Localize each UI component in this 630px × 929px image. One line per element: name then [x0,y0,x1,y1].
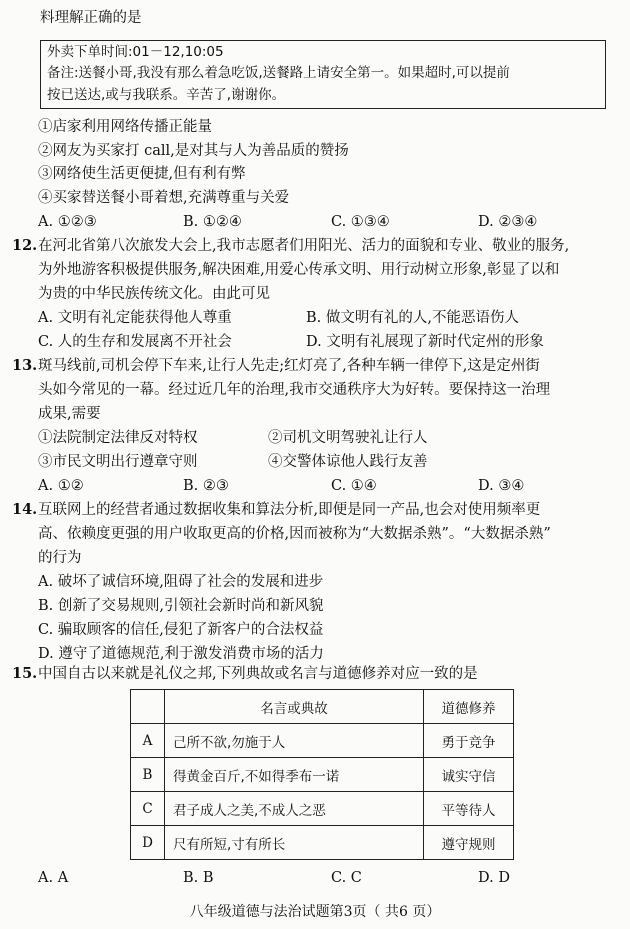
q15-option-d[interactable]: D. D [478,870,510,886]
q13-option-c[interactable]: C. ①④ [331,478,377,494]
q15-row-quote: 得黄金百斤,不如得季布一诺 [165,758,424,792]
q13-option-b[interactable]: B. ②③ [183,478,229,494]
q15-row-label: A [131,724,165,758]
table-row [131,724,514,758]
q14-stem-2: 高、依赖度更强的用户收取更高的价格,因而被称为“大数据杀熟”。“大数据杀熟” [38,526,551,542]
page-footer: 八年级道德与法治试题第3页（ 共6 页） [189,904,441,920]
q15-header-virtue: 道德修养 [424,690,514,724]
q13-item-3: ③市民文明出行遵章守则 [38,454,198,470]
q15-number: 15. [12,665,38,682]
q13-option-d[interactable]: D. ③④ [478,478,525,494]
q15-table-header-row [131,690,514,724]
q15-row-virtue: 诚实守信 [424,758,514,792]
q13-stem-3: 成果,需要 [38,406,101,422]
q11-option-c[interactable]: C. ①③④ [331,214,390,230]
note-line-1: 外卖下单时间:01－12,10:05 [47,44,224,60]
q14-stem-3: 的行为 [38,550,82,566]
q15-row-label: D [131,826,165,860]
q14-stem-1: 互联网上的经营者通过数据收集和算法分析,即便是同一产品,也会对使用频率更 [38,502,541,518]
q11-item-4: ④买家替送餐小哥着想,充满尊重与关爱 [38,190,290,206]
q12-option-b[interactable]: B. 做文明有礼的人,不能恶语伤人 [306,310,519,326]
q13-item-4: ④交警体谅他人践行友善 [268,454,428,470]
q15-header-blank [131,690,165,724]
table-row [131,792,514,826]
q15-row-virtue: 遵守规则 [424,826,514,860]
q12-number: 12. [12,237,38,254]
q12-option-c[interactable]: C. 人的生存和发展离不开社会 [38,334,232,350]
q15-option-c[interactable]: C. C [331,870,362,886]
q13-option-a[interactable]: A. ①② [38,478,84,494]
q15-row-virtue: 平等待人 [424,792,514,826]
order-note-box [40,40,606,109]
q12-option-d[interactable]: D. 文明有礼展现了新时代定州的形象 [306,334,544,350]
q15-row-quote: 尺有所短,寸有所长 [165,826,424,860]
q15-header-quote: 名言或典故 [165,690,424,724]
q11-option-b[interactable]: B. ①②④ [183,214,242,230]
table-row [131,758,514,792]
q11-item-2: ②网友为买家打 call,是对其与人为善品质的赞扬 [38,143,349,159]
q15-option-a[interactable]: A. A [38,870,69,886]
q13-number: 13. [12,357,38,374]
q15-table [130,689,514,860]
intro-line: 料理解正确的是 [40,10,142,26]
note-line-3: 按已送达,或与我联系。辛苦了,谢谢你。 [47,87,286,103]
q15-option-b[interactable]: B. B [183,870,214,886]
table-row [131,826,514,860]
q15-row-virtue: 勇于竞争 [424,724,514,758]
q13-item-1: ①法院制定法律反对特权 [38,430,198,446]
q15-row-label: C [131,792,165,826]
q15-row-quote: 己所不欲,勿施于人 [165,724,424,758]
q12-stem-1: 在河北省第八次旅发大会上,我市志愿者们用阳光、活力的面貌和专业、敬业的服务, [38,238,570,254]
q11-item-3: ③网络使生活更便捷,但有利有弊 [38,166,246,182]
q14-option-d[interactable]: D. 遵守了道德规范,利于激发消费市场的活力 [38,646,324,662]
q11-option-d[interactable]: D. ②③④ [478,214,538,230]
q14-option-a[interactable]: A. 破坏了诚信环境,阻碍了社会的发展和进步 [38,574,324,590]
q11-option-a[interactable]: A. ①②③ [38,214,97,230]
q15-stem: 中国自古以来就是礼仪之邦,下列典故或名言与道德修养对应一致的是 [38,666,478,682]
q15-row-quote: 君子成人之美,不成人之恶 [165,792,424,826]
q13-stem-1: 斑马线前,司机会停下车来,让行人先走;红灯亮了,各种车辆一律停下,这是定州街 [38,358,540,374]
q11-item-1: ①店家利用网络传播正能量 [38,119,212,135]
q12-stem-2: 为外地游客积极提供服务,解决困难,用爱心传承文明、用行动树立形象,彰显了以和 [38,262,560,278]
q12-stem-3: 为贵的中华民族传统文化。由此可见 [38,286,270,302]
q14-option-c[interactable]: C. 骗取顾客的信任,侵犯了新客户的合法权益 [38,622,324,638]
q12-option-a[interactable]: A. 文明有礼定能获得他人尊重 [38,310,232,326]
q13-item-2: ②司机文明驾驶礼让行人 [268,430,428,446]
q14-number: 14. [12,501,38,518]
q14-option-b[interactable]: B. 创新了交易规则,引领社会新时尚和新风貌 [38,598,324,614]
q13-stem-2: 头如今常见的一幕。经过近几年的治理,我市交通秩序大为好转。要保持这一治理 [38,382,551,398]
note-line-2: 备注:送餐小哥,我没有那么着急吃饭,送餐路上请安全第一。如果超时,可以提前 [47,65,510,81]
q15-row-label: B [131,758,165,792]
